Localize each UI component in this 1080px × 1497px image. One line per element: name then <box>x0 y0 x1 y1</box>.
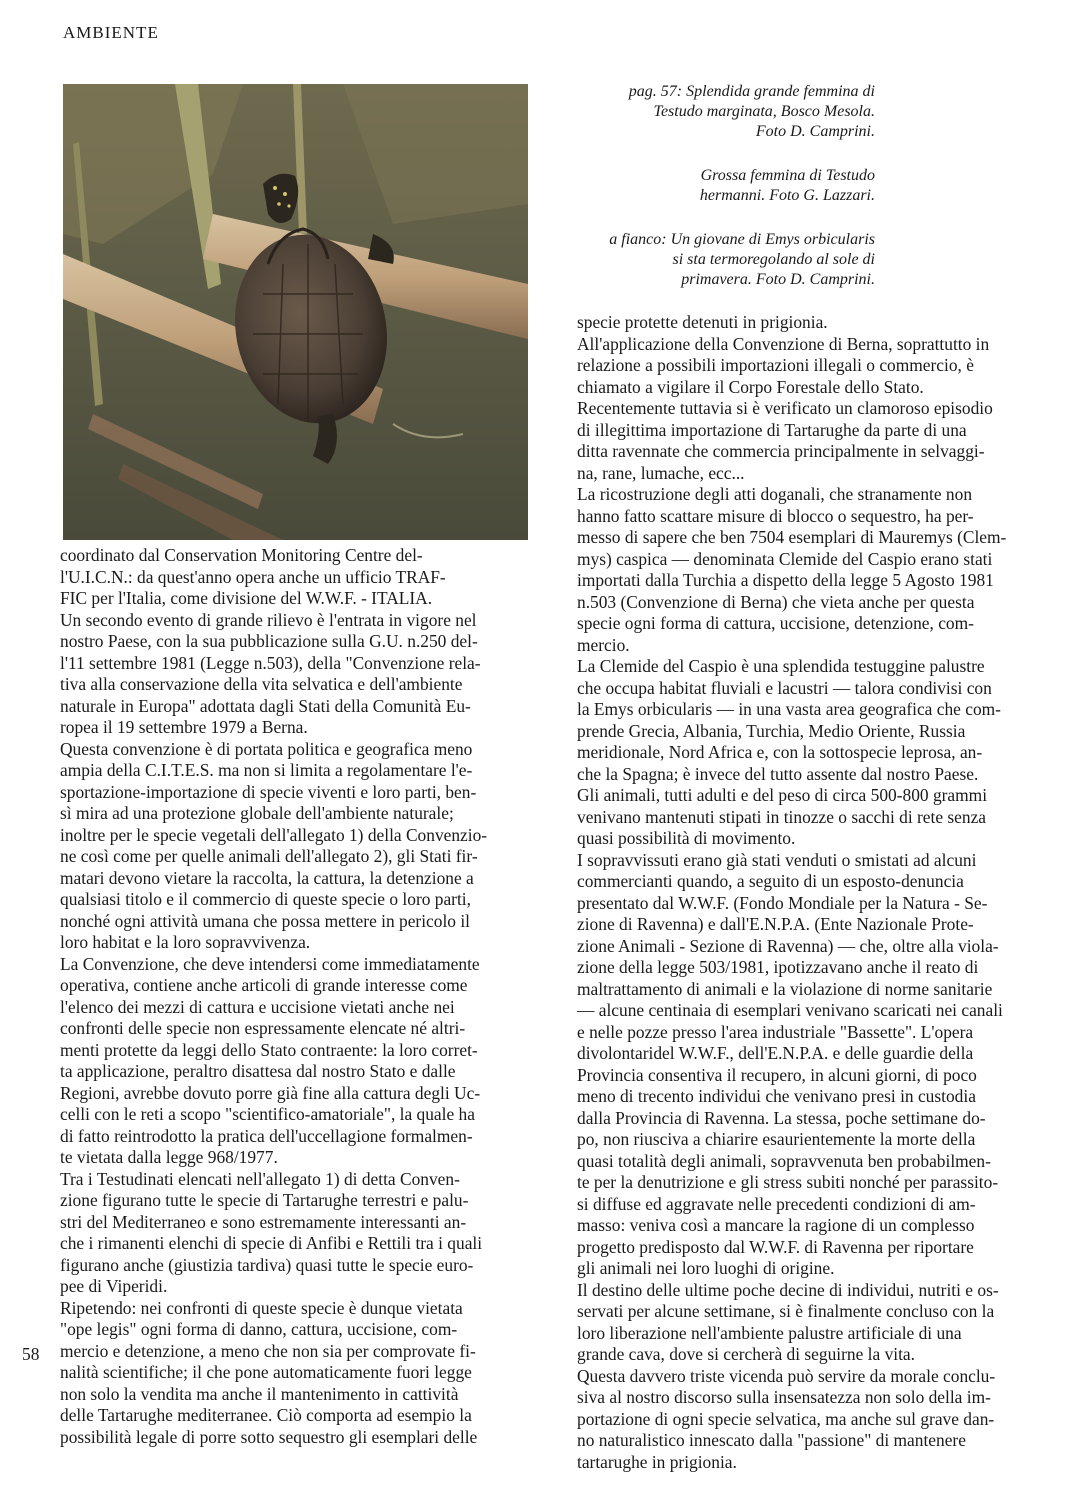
paragraph: Gli animali, tutti adulti e del peso di circa 500-800 grammi venivano mantenuti stipati in tinozze o sacchi di rete senza quasi possibilità di movimento. <box>577 785 988 848</box>
caption-page-57: pag. 57: Splendida grande femmina di Testudo marginata, Bosco Mesola. Foto D. Camprini. <box>628 83 875 140</box>
paragraph: Un secondo evento di grande rilievo è l'entrata in vigore nel nostro Paese, con la sua pubblicazione sulla G.U. n.250 del- l'11 settembre 1981 (Legge n.503), della "Convenzione rela- tiva alla conservazione della vita selvatica e dell'ambiente naturale in Europa" adottata dagli Stati della Comunità Eu- ropea il 19 settembre 1979 a Berna. <box>60 609 481 737</box>
page-number: 58 <box>22 1344 40 1364</box>
paragraph: coordinato dal Conservation Monitoring Centre del- l'U.I.C.N.: da quest'anno opera anche un ufficio TRAF- FIC per l'Italia, come divisione del W.W.F. - ITALIA. <box>60 545 446 608</box>
right-text-column <box>577 312 1042 1473</box>
paragraph: Ripetendo: nei confronti di queste specie è dunque vietata "ope legis" ogni forma di danno, cattura, uccisione, com- mercio e detenzione, a meno che non sia per comprovate fi- nalità scientifiche; il che pone automaticamente fuori legge non solo la vendita ma anche il mantenimento in cattività delle Tartarughe mediterranee. Ciò comporta ad esempio la possibilità legale di porre sotto sequestro gli esemplari delle <box>60 1297 478 1447</box>
paragraph: Il destino delle ultime poche decine di individui, nutriti e os- servati per alcune settimane, si è finalmente concluso con la loro liberazione nell'ambiente palustre artificiale di una grande cava, dove si cercherà di seguirne la vita. <box>577 1279 999 1364</box>
paragraph: Questa davvero triste vicenda può servire da morale conclu- siva al nostro discorso sulla insensatezza non solo della im- portazione di ogni specie selvatica, ma anche sul grave dan- no naturalistico innescato dalla "passione" di mantenere tartarughe in prigionia. <box>577 1365 996 1472</box>
paragraph: Tra i Testudinati elencati nell'allegato 1) di detta Conven- zione figurano tutte le specie di Tartarughe terrestri e palu- stri del Mediterraneo e sono estremamente interessanti an- che i rimanenti elenchi di specie di Anfibi e Rettili tra i quali figurano anche (giustizia tardiva) quasi tutte le specie euro- pee di Viperidi. <box>60 1168 483 1296</box>
caption-hermanni: Grossa femmina di Testudo hermanni. Foto G. Lazzari. <box>699 167 875 204</box>
paragraph: specie protette detenuti in prigionia. <box>577 312 828 332</box>
paragraph: I sopravvissuti erano già stati venduti o smistati ad alcuni commercianti quando, a seguito di un esposto-denuncia presentato dal W.W.F. (Fondo Mondiale per la Natura - Se- zione di Ravenna) e dall'E.N.P.A. (Ente Nazionale Prote- zione Animali - Sezione di Ravenna) — che, oltre alla viola- zione della legge 503/1981, ipotizzavano anche il reato di maltrattamento di animali e la violazione di norme sanitarie — alcune centinaia di esemplari venivano scaricati nei canali e nelle pozze presso l'area industriale "Bassette". L'opera divolontaridel W.W.F., dell'E.N.P.A. e delle guardie della Provincia consentiva il recupero, in alcuni giorni, di poco meno di trecento individui che venivano presi in custodia dalla Provincia di Ravenna. La stessa, poche settimane do- po, non riusciva a chiarire esaurientemente la morte della quasi totalità degli animali, sopravvenuta ben probabilmen- te per la denutrizione e gli stress subiti nonché per parassito- si diffuse ed aggravate nelle precedenti condizioni di am- masso: veniva così a mancare la ragione di un complesso progetto predisposto dal W.W.F. di Ravenna per riportare gli animali nei loro luoghi di origine. <box>577 849 1003 1278</box>
turtle-illustration <box>63 84 528 540</box>
paragraph: All'applicazione della Convenzione di Berna, soprattutto in relazione a possibili importazioni illegali o commercio, è chiamato a vigilare il Corpo Forestale dello Stato. <box>577 333 990 397</box>
turtle-photo <box>63 84 528 540</box>
paragraph: La Clemide del Caspio è una splendida testuggine palustre che occupa habitat fluviali e lacustri — talora condivisi con la Emys orbicularis — in una vasta area geografica che com- prende Grecia, Albania, Turchia, Medio Oriente, Russia meridionale, Nord Africa e, con la sottospecie leprosa, an- che la Spagna; è invece del tutto assente dal nostro Paese. <box>577 656 1001 784</box>
photo-captions <box>560 82 875 314</box>
left-text-column <box>60 545 530 1448</box>
paragraph: La Convenzione, che deve intendersi come immediatamente operativa, contiene anche articoli di grande interesse come l'elenco dei mezzi di cattura e uccisione vietati anche nei confronti delle specie non espressamente elencate né altri- menti protette da leggi dello Stato contraente: la loro corret- ta applicazione, peraltro disattesa dal nostro Stato e dalle Regioni, avrebbe dovuto porre già fine alla cattura degli Uc- celli con le reti a scopo "scientifico-amatoriale", la quale ha di fatto reintrodotto la pratica dell'uccellagione formalmen- te vietata dalla legge 968/1977. <box>60 953 481 1167</box>
paragraph: La ricostruzione degli atti doganali, che stranamente non hanno fatto scattare misure di blocco o sequestro, ha per- messo di sapere che ben 7504 esemplari di Mauremys (Clem- mys) caspica — denominata Clemide del Caspio erano stati importati dalla Turchia a dispetto della legge 5 Agosto 1981 n.503 (Convenzione di Berna) che vieta anche per questa specie ogni forma di cattura, uccisione, detenzione, com- mercio. <box>577 484 1007 655</box>
caption-emys: a fianco: Un giovane di Emys orbicularis si sta termoregolando al sole di primavera. Foto D. Camprini. <box>609 231 875 288</box>
section-label: AMBIENTE <box>63 23 159 42</box>
paragraph: Questa convenzione è di portata politica e geografica meno ampia della C.I.T.E.S. ma non si limita a regolamentare l'e- sportazione-importazione di specie viventi e loro parti, ben- sì mira ad una protezione globale dell'ambiente naturale; inoltre per le specie vegetali dell'allegato 1) della Convenzio- ne così come per quelle animali dell'allegato 2), gli Stati fir- matari devono vietare la raccolta, la cattura, la detenzione a qualsiasi titolo e il commercio di queste specie o loro parti, nonché ogni attività umana che possa mettere in pericolo il loro habitat e la loro sopravvivenza. <box>60 738 488 952</box>
paragraph: Recentemente tuttavia si è verificato un clamoroso episodio di illegittima importazione di Tartarughe da parte di una ditta ravennate che commercia principalmente in selvaggi- na, rane, lumache, ecc... <box>577 398 993 483</box>
